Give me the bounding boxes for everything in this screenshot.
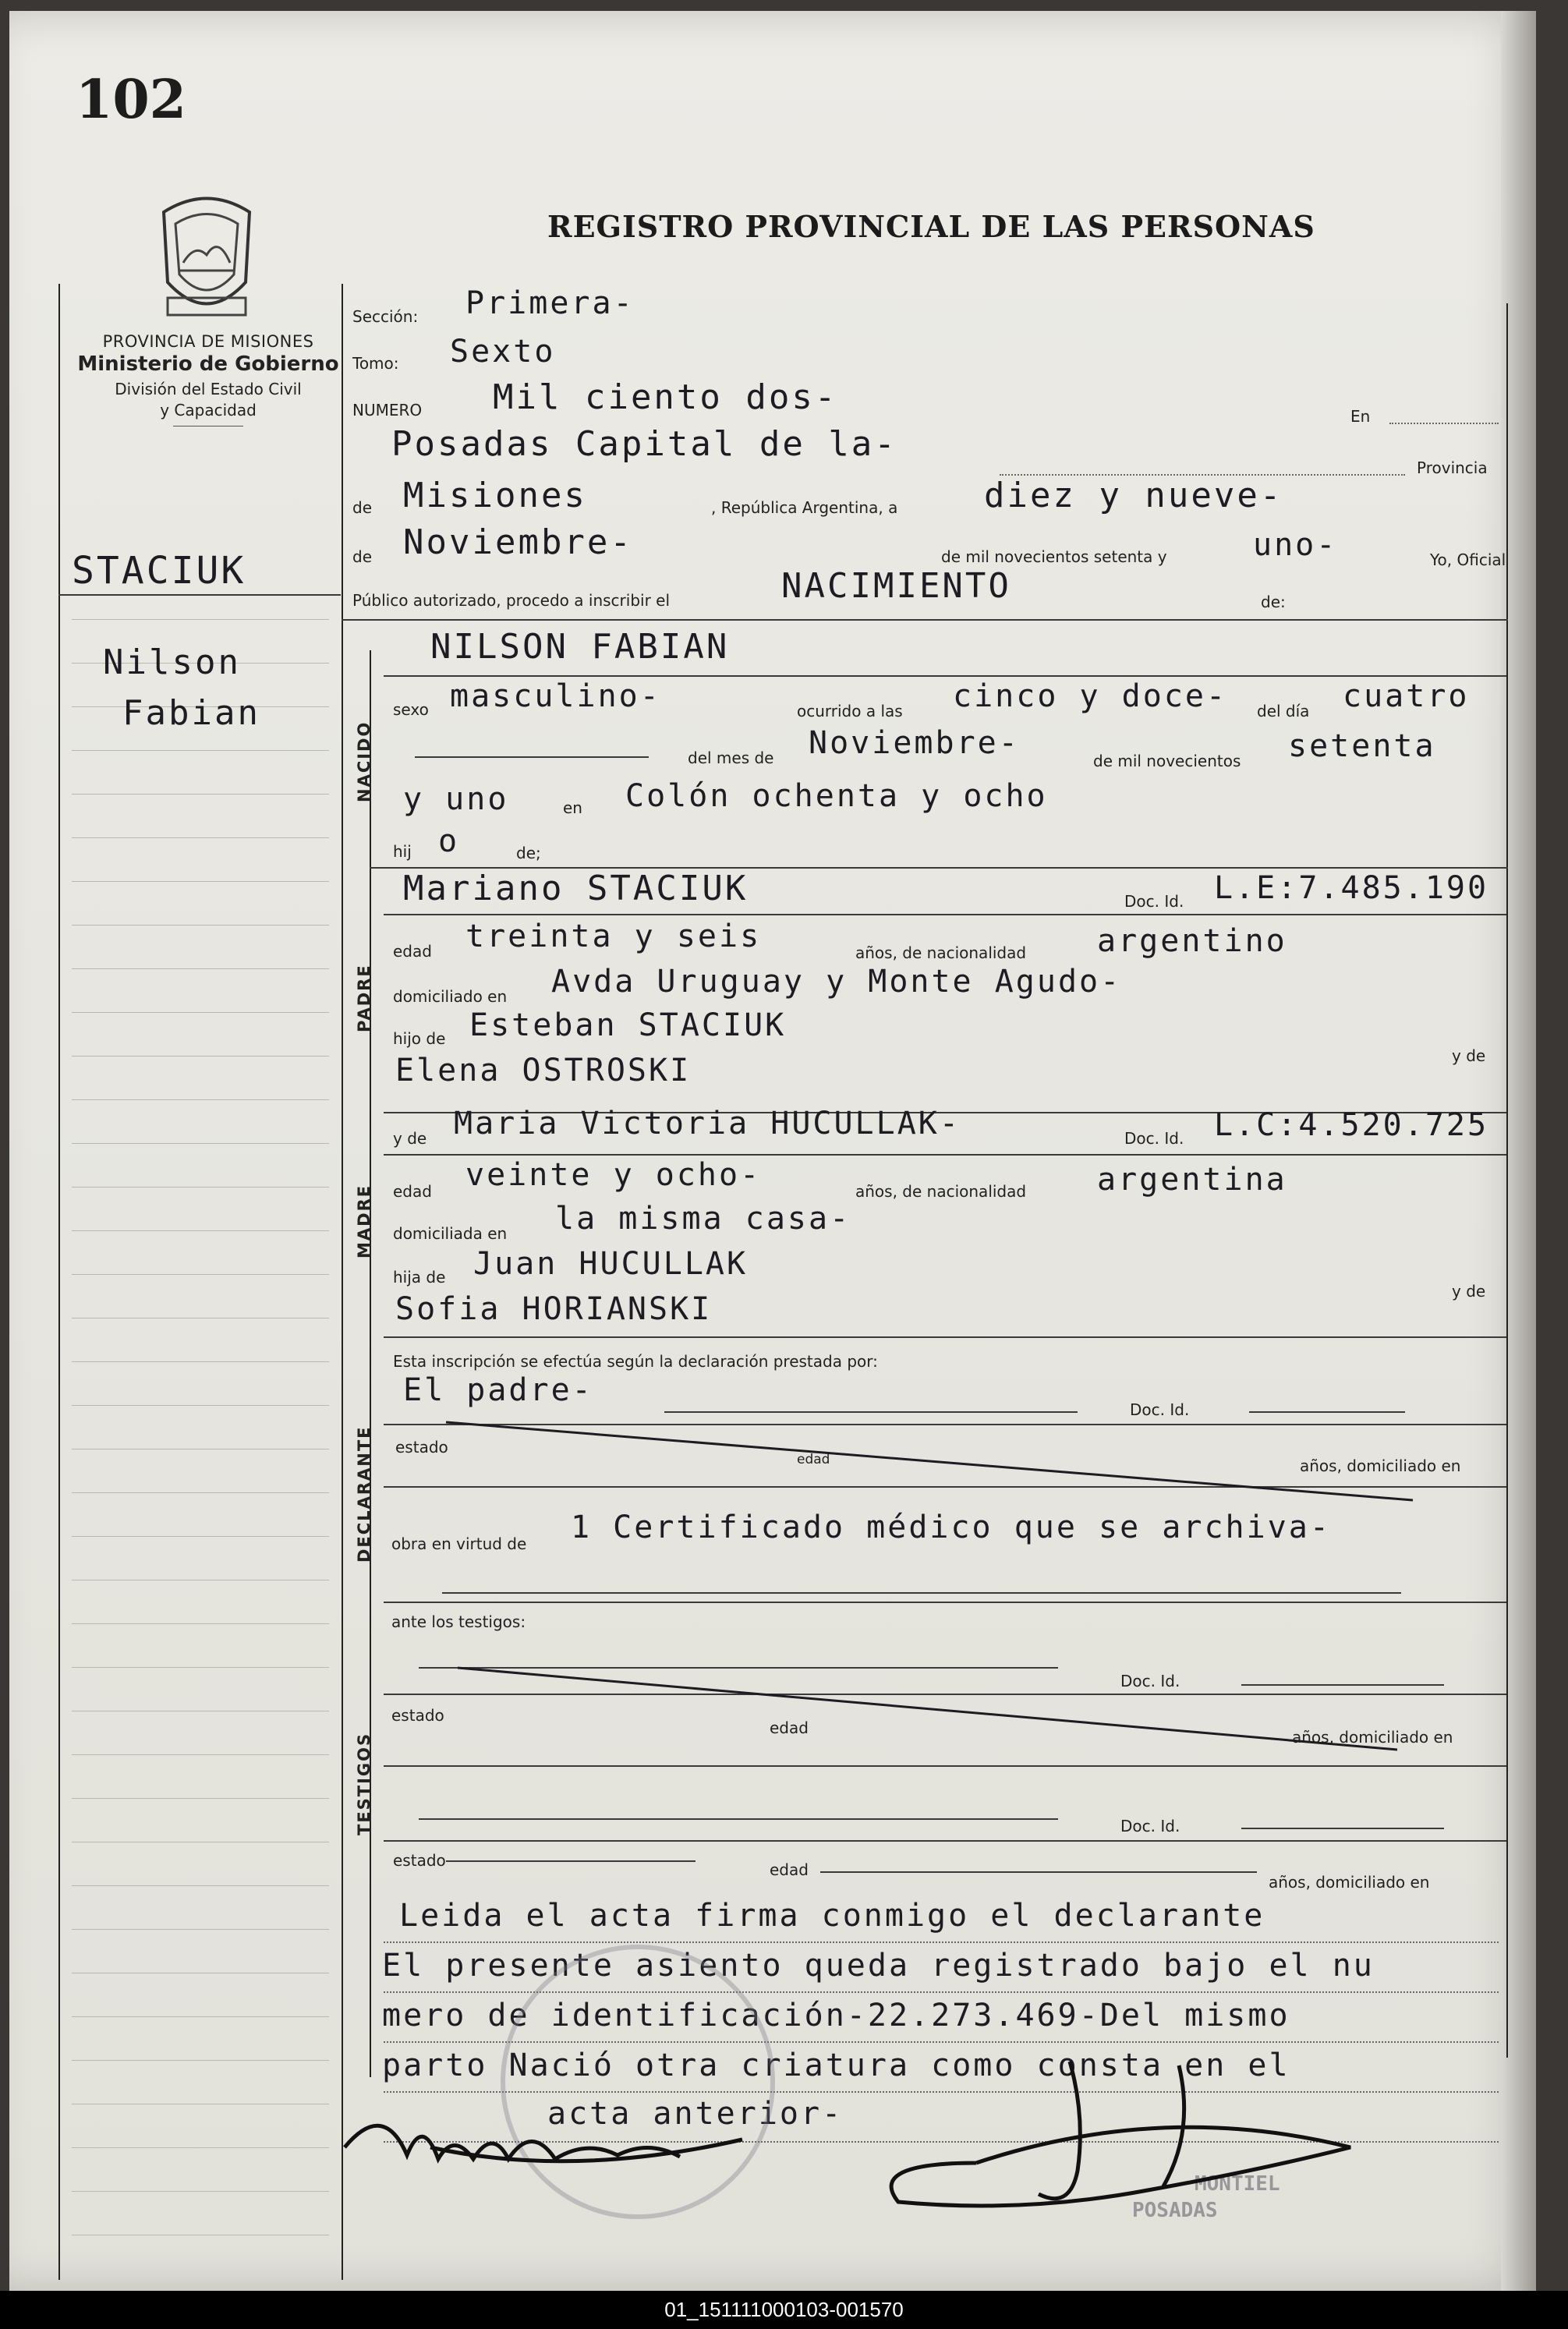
section-nacido: NACIDO [355, 720, 373, 802]
padre-doc-value: L.E:7.485.190 [1214, 870, 1489, 906]
label-y-de-m: y de [393, 1129, 427, 1148]
anio-nac-2-value: y uno [403, 781, 509, 817]
nombre-value: NILSON FABIAN [430, 627, 730, 667]
ruled-line [72, 968, 329, 969]
anio-nac-value: setenta [1288, 728, 1436, 764]
section-padre: PADRE [355, 964, 373, 1032]
note-line-4: parto Nació otra criatura como consta en el [382, 2048, 1290, 2083]
ruled-line [72, 1492, 329, 1493]
ruled-line [72, 2060, 329, 2061]
madre-padre-value: Juan HUCULLAK [473, 1246, 749, 1282]
agency-block [64, 332, 352, 427]
ruled-line [72, 837, 329, 838]
blank-line [1249, 1411, 1405, 1413]
label-hijo-de: hijo de [393, 1029, 446, 1048]
obra-value: 1 Certificado médico que se archiva- [571, 1510, 1331, 1545]
label-domiciliado: domiciliado en [393, 987, 508, 1006]
dotted-line [384, 1941, 1499, 1943]
page-number: 102 [76, 69, 186, 131]
signature-official [851, 2054, 1444, 2233]
padre-nombre-value: Mariano STACIUK [403, 869, 749, 908]
label-de-2b: de; [516, 844, 541, 862]
ruled-line [72, 1885, 329, 1886]
section-rule [342, 619, 1508, 621]
lugar-nac-value: Colón ochenta y ocho [625, 778, 1048, 814]
padre-padre-value: Esteban STACIUK [469, 1007, 787, 1043]
row-rule [384, 914, 1506, 915]
label-doc-id: Doc. Id. [1124, 892, 1184, 911]
lugar-value: Posadas Capital de la- [391, 424, 897, 464]
label-doc-id-d: Doc. Id. [1130, 1400, 1190, 1419]
note-line-1: Leida el acta firma conmigo el declarante [399, 1898, 1265, 1934]
ruled-line [72, 1099, 329, 1100]
ruled-line [72, 881, 329, 882]
label-doc-id-m: Doc. Id. [1124, 1129, 1184, 1148]
label-y-de-2: y de [1452, 1282, 1486, 1301]
label-numero: NUMERO [352, 401, 423, 419]
coat-of-arms-icon [148, 189, 265, 325]
page-title: REGISTRO PROVINCIAL DE LAS PERSONAS [547, 209, 1315, 244]
ruled-line [72, 1012, 329, 1013]
ruled-line [72, 1143, 329, 1144]
officer-stamp-city: POSADAS [1132, 2199, 1218, 2222]
ruled-line [72, 750, 329, 751]
acto-value: NACIMIENTO [781, 566, 1011, 606]
label-obra: obra en virtud de [391, 1534, 527, 1553]
ruled-line [72, 1929, 329, 1930]
label-estado: estado [395, 1438, 448, 1457]
agency-ministry: Ministerio de Gobierno [77, 352, 339, 376]
ruled-line [72, 619, 329, 620]
mes-value: Noviembre- [809, 725, 1020, 761]
label-hij: hij [393, 842, 412, 861]
ruled-line [72, 1405, 329, 1406]
madre-madre-value: Sofia HORIANSKI [395, 1291, 713, 1327]
declarante-value: El padre- [403, 1372, 593, 1408]
fecha-mes-value: Noviembre- [403, 522, 633, 562]
label-edad: edad [393, 942, 432, 961]
ruled-line [72, 1667, 329, 1668]
officer-stamp-name: MONTIEL [1195, 2172, 1280, 2196]
padre-edad-value: treinta y seis [465, 919, 762, 954]
padre-madre-value: Elena OSTROSKI [395, 1053, 692, 1088]
ruled-line [72, 2191, 329, 2192]
label-tomo: Tomo: [352, 354, 399, 373]
madre-edad-value: veinte y ocho- [465, 1157, 762, 1193]
ruled-line [72, 1536, 329, 1537]
label-de-2: de [352, 547, 372, 566]
blank-line [664, 1411, 1078, 1413]
ruled-line [72, 1361, 329, 1362]
margin-rule [58, 594, 341, 596]
hora-value: cinco y doce- [953, 678, 1228, 714]
blank-line [415, 756, 649, 758]
note-line-5: acta anterior- [547, 2096, 844, 2132]
label-anos-dom: años, domiciliado en [1300, 1457, 1461, 1475]
anio-value: uno- [1253, 527, 1338, 563]
label-sexo: sexo [393, 700, 429, 719]
label-estado-t1: estado [391, 1706, 444, 1725]
ruled-line [72, 2016, 329, 2017]
section-rule [384, 1336, 1506, 1338]
label-anos-nac: años, de nacionalidad [855, 943, 1027, 962]
agency-division-1: División del Estado Civil [115, 380, 302, 398]
note-line-3: mero de identificación-22.273.469-Del mismo [382, 1998, 1290, 2033]
label-anos-dom-t2: años, domiciliado en [1269, 1873, 1430, 1892]
padre-dom-value: Avda Uruguay y Monte Agudo- [551, 964, 1122, 1000]
provincia-value: Misiones [403, 476, 587, 515]
dia-value: cuatro [1343, 678, 1470, 714]
section-divider-line [370, 650, 371, 2077]
label-ante: ante los testigos: [391, 1612, 526, 1631]
label-del-mes: del mes de [688, 749, 774, 767]
seccion-value: Primera- [465, 285, 635, 321]
row-rule [384, 675, 1506, 677]
label-del-dia: del día [1257, 702, 1310, 720]
agency-province: PROVINCIA DE MISIONES [102, 332, 314, 351]
label-ocurrido: ocurrido a las [797, 702, 903, 720]
section-madre: MADRE [355, 1184, 373, 1258]
ruled-line [72, 925, 329, 926]
signature-declarante [337, 2085, 805, 2210]
section-testigos: TESTIGOS [355, 1732, 373, 1835]
ruled-line [72, 1274, 329, 1275]
agency-division-2: y Capacidad [160, 401, 257, 419]
margin-given-1: Nilson [103, 642, 241, 682]
madre-doc-value: L.C:4.520.725 [1214, 1107, 1489, 1143]
label-anos-dom-t1: años, domiciliado en [1292, 1728, 1453, 1747]
label-edad-t2: edad [770, 1860, 809, 1879]
margin-given-2: Fabian [122, 693, 260, 733]
margin-surname: STACIUK [72, 549, 246, 593]
label-domiciliada: domiciliada en [393, 1224, 508, 1243]
sexo-value: masculino- [450, 678, 661, 714]
padre-nac-value: argentino [1097, 923, 1287, 959]
label-de: de [352, 498, 372, 517]
label-de-mil: de mil novecientos setenta y [941, 547, 1167, 566]
madre-dom-value: la misma casa- [555, 1201, 851, 1237]
tomo-value: Sexto [450, 334, 556, 370]
label-yo-oficial: Yo, Oficial [1430, 550, 1506, 569]
label-edad-m: edad [393, 1182, 432, 1201]
center-frame-line [342, 284, 343, 2280]
ruled-line [72, 1056, 329, 1057]
divider [173, 426, 243, 427]
label-anos-nac-m: años, de nacionalidad [855, 1182, 1027, 1201]
label-en-2: en [563, 798, 582, 817]
label-de-colon: de: [1261, 593, 1286, 611]
fecha-dia-value: diez y nueve- [984, 476, 1283, 515]
numero-value: Mil ciento dos- [493, 377, 838, 417]
image-id-footer: 01_151111000103-001570 [0, 2291, 1568, 2329]
madre-nombre-value: Maria Victoria HUCULLAK- [454, 1106, 961, 1141]
label-doc-id-t2: Doc. Id. [1120, 1817, 1180, 1835]
ruled-line [72, 1754, 329, 1755]
label-esta-inscripcion: Esta inscripción se efectúa según la declaración prestada por: [393, 1352, 878, 1371]
left-frame-line [58, 284, 60, 2280]
label-edad-d: edad [797, 1452, 830, 1467]
label-republica: , República Argentina, a [711, 498, 898, 517]
label-provincia: Provincia [1417, 458, 1488, 477]
register-page [9, 11, 1536, 2291]
label-y-de: y de [1452, 1046, 1486, 1065]
row-rule [384, 1154, 1506, 1156]
label-en: En [1350, 407, 1371, 426]
ruled-line [72, 1230, 329, 1231]
dotted-line [1389, 423, 1499, 424]
ruled-line [72, 1798, 329, 1799]
right-frame-line [1506, 303, 1508, 2058]
ruled-line [72, 1623, 329, 1624]
section-declarante: DECLARANTE [355, 1425, 373, 1563]
note-line-2: El presente asiento queda registrado bajo el nu [382, 1948, 1375, 1984]
label-seccion: Sección: [352, 307, 419, 326]
label-de-mil-2: de mil novecientos [1093, 752, 1241, 770]
label-hija-de: hija de [393, 1268, 446, 1287]
label-publico: Público autorizado, procedo a inscribir el [352, 591, 671, 610]
madre-nac-value: argentina [1097, 1162, 1287, 1198]
hij-suffix-value: o [438, 823, 460, 859]
ruled-line [72, 1187, 329, 1188]
ruled-line [72, 794, 329, 795]
cancellation-strokes [384, 1414, 1506, 1913]
label-estado-t2: estado [393, 1851, 446, 1870]
label-edad-t1: edad [770, 1718, 809, 1737]
ruled-line [72, 2147, 329, 2148]
label-doc-id-t1: Doc. Id. [1120, 1672, 1180, 1690]
